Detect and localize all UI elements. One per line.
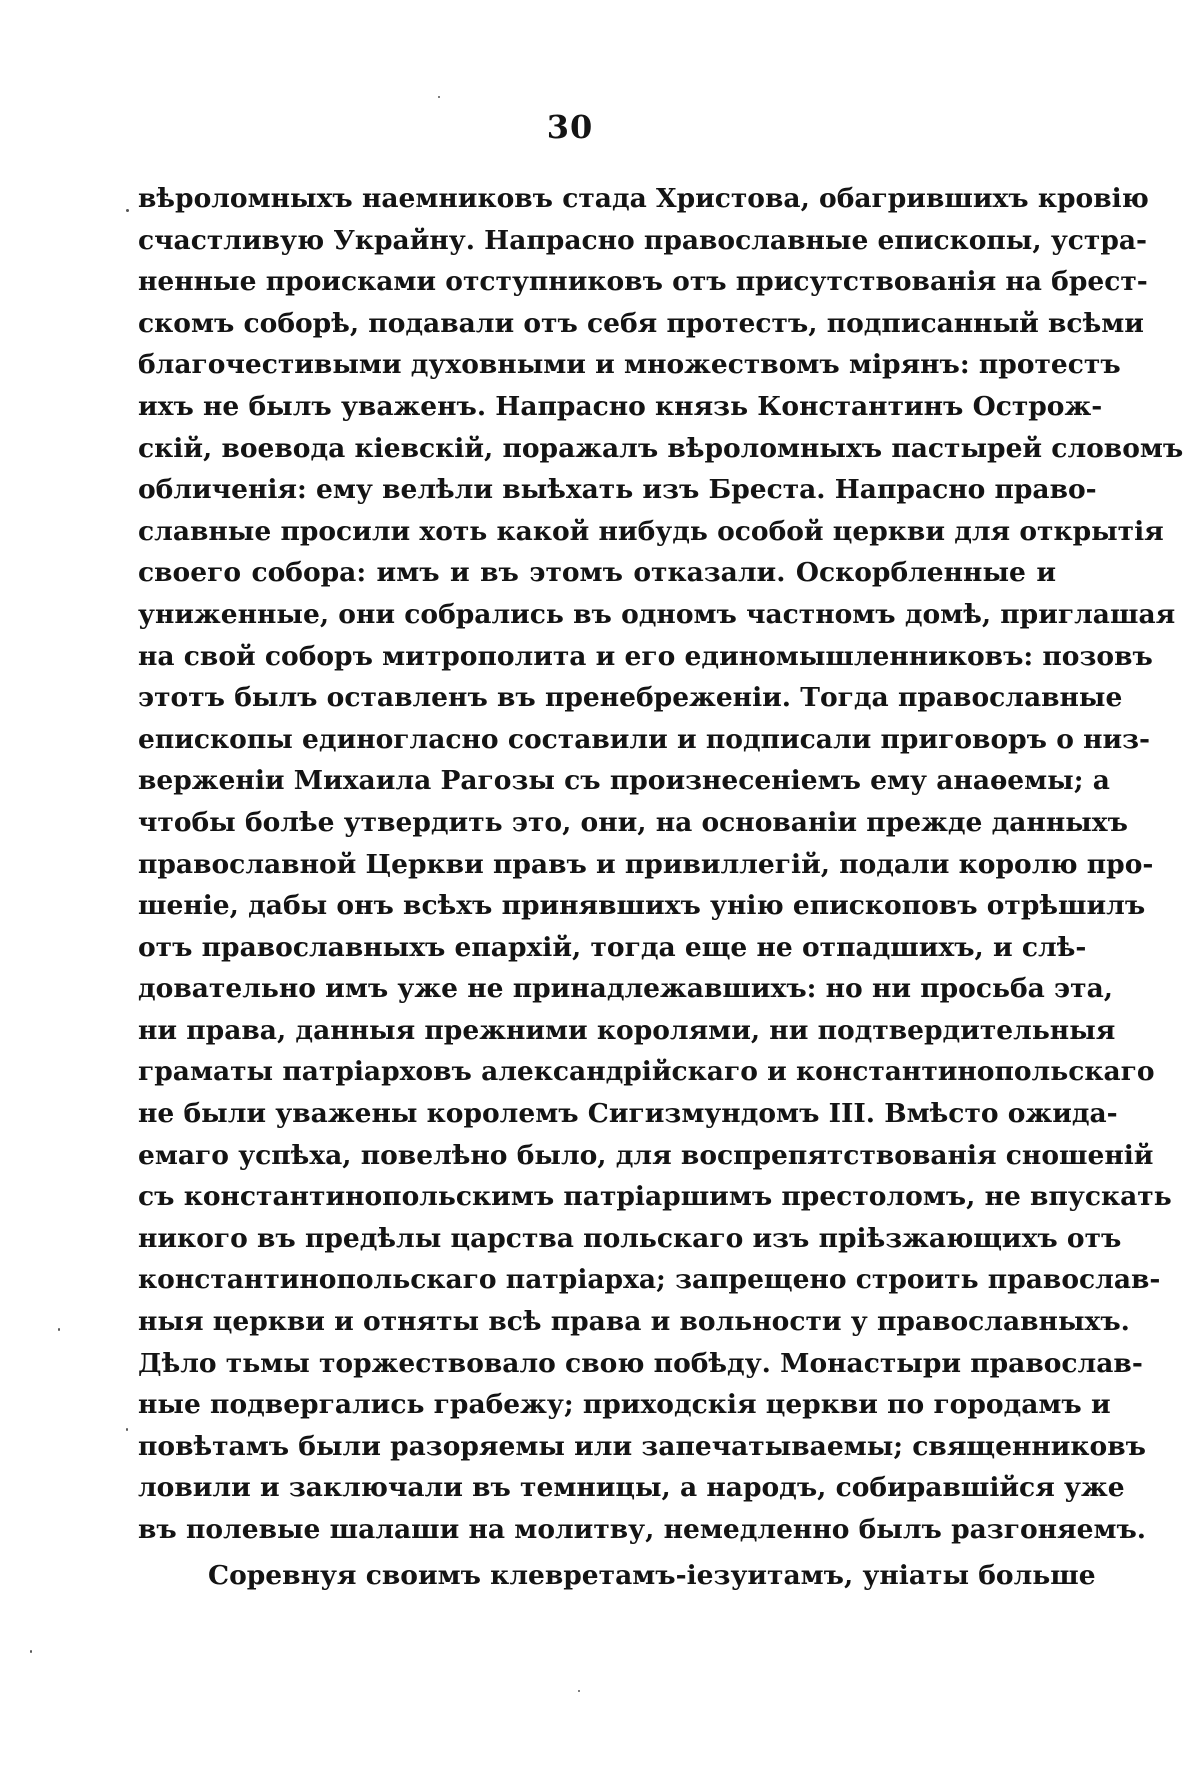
text-line: униженные, они собрались въ одномъ частномъ домѣ, приглашая	[138, 598, 1176, 630]
text-line: ные подвергались грабежу; приходскія церкви по городамъ и	[138, 1389, 1111, 1421]
text-line: этотъ былъ оставленъ въ пренебреженіи. Тогда православные	[138, 682, 1123, 714]
text-line: благочестивыми духовными и множествомъ мірянъ: протестъ	[138, 349, 1121, 381]
text-line: вѣроломныхъ наемниковъ стада Христова, обагрившихъ кровію	[138, 183, 1149, 214]
page-number: 30	[546, 108, 594, 146]
text-line: ныя церкви и отняты всѣ права и вольности у православныхъ.	[138, 1306, 1130, 1338]
text-line: православной Церкви правъ и привиллегій, подали королю про-	[138, 848, 1154, 880]
text-line: не были уважены королемъ Сигизмундомъ III. Вмѣсто ожида-	[138, 1098, 1118, 1130]
text-line: скій, воевода кіевскій, поражалъ вѣроломныхъ пастырей словомъ	[138, 432, 1183, 464]
text-line: емаго успѣха, повелѣно было, для воспрепятствованія сношеній	[138, 1139, 1154, 1171]
text-line: въ полевые шалаши на молитву, немедленно былъ разгоняемъ.	[138, 1514, 1147, 1545]
text-line: Соревнуя своимъ клевретамъ-іезуитамъ, уніаты больше	[208, 1560, 1096, 1591]
text-line: на свой соборъ митрополита и его единомышленниковъ: позовъ	[138, 640, 1153, 672]
text-line: граматы патріарховъ александрійскаго и константинопольскаго	[138, 1056, 1155, 1088]
text-line: ненные происками отступниковъ отъ присутствованія на брест-	[138, 266, 1148, 298]
text-line: константинопольскаго патріарха; запрещено строить православ-	[138, 1264, 1161, 1296]
text-line: ни права, данныя прежними королями, ни подтвердительныя	[138, 1014, 1116, 1046]
text-line: ловили и заключали въ темницы, а народъ, собиравшійся уже	[138, 1472, 1125, 1504]
text-line: верженіи Михаила Рагозы съ произнесеніемъ ему анаѳемы; а	[138, 765, 1110, 797]
text-line: довательно имъ уже не принадлежавшихъ: но ни просьба эта,	[138, 973, 1113, 1005]
text-line: повѣтамъ были разоряемы или запечатываемы; священниковъ	[138, 1430, 1146, 1462]
scan-speck	[438, 96, 440, 98]
text-line: чтобы болѣе утвердить это, они, на основаніи прежде данныхъ	[138, 806, 1128, 838]
text-line: ихъ не былъ уваженъ. Напрасно князь Константинъ Острож-	[138, 390, 1103, 422]
scan-speck	[30, 1650, 32, 1653]
text-line: славные просили хоть какой нибудь особой церкви для открытія	[138, 515, 1164, 547]
text-line: обличенія: ему велѣли выѣхать изъ Бреста. Напрасно право-	[138, 474, 1097, 506]
paragraph-2	[138, 1555, 1096, 1597]
text-line: отъ православныхъ епархій, тогда еще не отпадшихъ, и слѣ-	[138, 931, 1087, 963]
text-line: Дѣло тьмы торжествовало свою побѣду. Монастыри православ-	[138, 1347, 1143, 1379]
text-line: скомъ соборѣ, подавали отъ себя протестъ, подписанный всѣми	[138, 307, 1144, 339]
text-line: шеніе, дабы онъ всѣхъ принявшихъ унію епископовъ отрѣшилъ	[138, 890, 1146, 922]
scan-speck	[578, 1690, 580, 1692]
scan-speck	[126, 209, 129, 212]
scan-speck	[58, 1328, 60, 1331]
paragraph-1	[138, 178, 1183, 1551]
text-line: своего собора: имъ и въ этомъ отказали. Оскорбленные и	[138, 557, 1056, 589]
text-line: счастливую Украйну. Напрасно православные епископы, устра-	[138, 224, 1148, 256]
text-line: никого въ предѣлы царства польскаго изъ пріѣзжающихъ отъ	[138, 1222, 1122, 1254]
text-line: съ константинопольскимъ патріаршимъ престоломъ, не впускать	[138, 1181, 1172, 1213]
scan-speck	[126, 1428, 128, 1431]
text-line: епископы единогласно составили и подписали приговоръ о низ-	[138, 723, 1151, 755]
